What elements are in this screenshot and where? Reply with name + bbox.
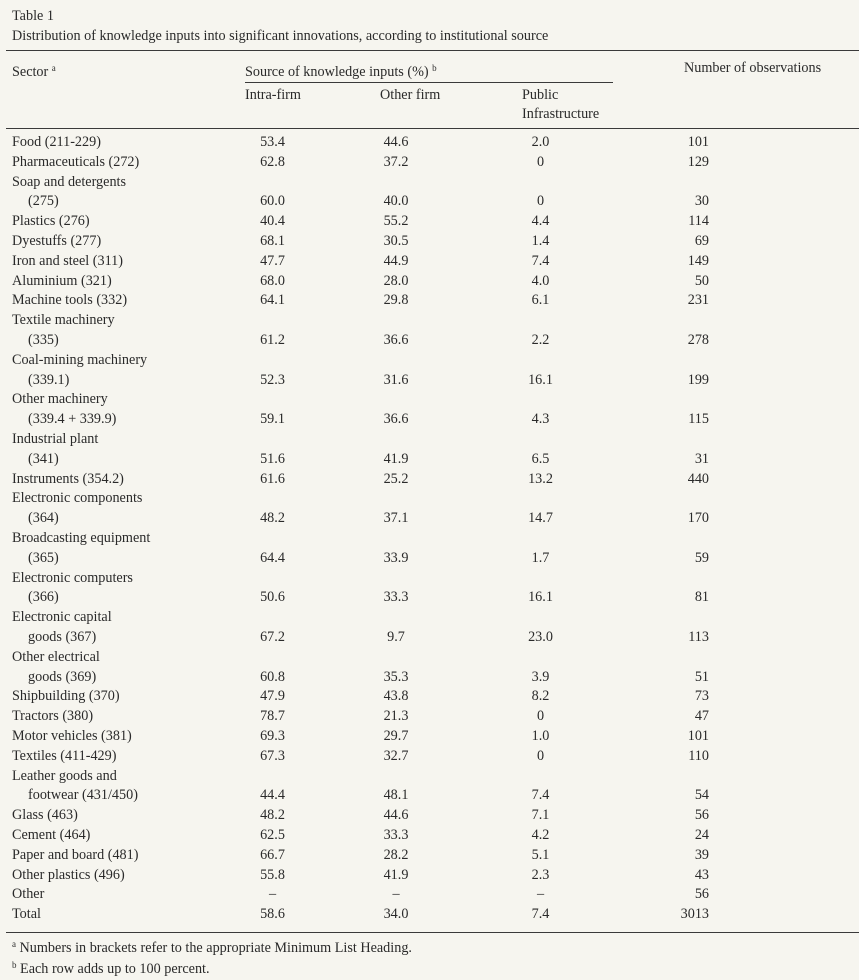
cell-public-infrastructure: 2.0 [531,134,550,150]
cell-sector: Electronic computers [12,569,133,586]
cell-public-infrastructure: 0 [536,153,545,170]
cell-other-firm: 31.6 [383,371,409,388]
cell-observations: 69 [694,233,709,249]
cell-intra-firm: 60.8 [260,668,285,685]
cell-sector: goods (367) [28,629,97,645]
cell-other-firm [366,529,426,549]
cell-other-firm: 25.2 [383,470,409,487]
cell-observations: 199 [687,371,709,388]
cell-intra-firm: 47.9 [260,688,285,705]
cell-intra-firm: 64.1 [260,292,285,309]
cell-sector: Plastics (276) [12,213,90,230]
cell-observations: 115 [688,411,709,428]
cell-other-firm [366,767,426,787]
cell-observations: 101 [687,728,709,744]
cell-intra-firm [243,529,303,549]
cell-observations [649,390,709,410]
cell-other-firm: 41.9 [383,866,409,883]
cell-sector: Leather goods and [12,767,117,784]
cell-sector: (341) [28,450,59,467]
cell-sector: Textiles (411-429) [12,747,117,764]
cell-public-infrastructure: 7.1 [531,807,550,824]
cell-intra-firm: 47.7 [260,252,285,269]
table-label: Table 1 [12,8,54,24]
cell-observations: 31 [694,450,709,467]
cell-observations: 51 [694,668,709,685]
cell-other-firm: 37.1 [383,510,409,527]
cell-observations [649,767,709,787]
cell-public-infrastructure [511,767,571,787]
cell-observations: 73 [694,688,709,705]
header-sector: Sector $^a$ [12,63,56,80]
cell-other-firm [366,648,426,668]
cell-sector: Other plastics (496) [12,866,125,883]
cell-other-firm: 33.9 [383,549,409,566]
cell-sector: Soap and detergents [12,173,126,190]
cell-sector: Machine tools (332) [12,292,128,309]
header-other-firm: Other firm [380,87,441,103]
header-observations: Number of observations [684,60,822,76]
cell-observations: 129 [687,153,709,170]
cell-other-firm [366,390,426,410]
cell-other-firm: 41.9 [383,450,409,467]
cell-observations: 47 [694,708,709,725]
cell-public-infrastructure: 6.5 [531,450,550,467]
cell-intra-firm: 58.6 [260,906,285,923]
cell-intra-firm [243,767,303,787]
cell-public-infrastructure: 7.4 [531,906,550,923]
cell-observations: 43 [694,866,709,883]
cell-sector: Paper and board (481) [12,846,139,863]
cell-sector: Instruments (354.2) [12,470,124,487]
cell-public-infrastructure: 0 [536,747,545,764]
cell-intra-firm: 48.2 [260,807,285,824]
cell-sector: Dyestuffs (277) [12,233,102,249]
bottom-rule [6,932,859,933]
cell-sector: (335) [28,332,59,348]
cell-public-infrastructure: 1.0 [531,728,550,744]
cell-intra-firm: – [268,886,277,903]
cell-public-infrastructure [511,489,571,509]
cell-observations: 231 [687,292,709,309]
cell-other-firm: 9.7 [387,629,405,645]
cell-other-firm [366,430,426,450]
cell-observations: 54 [694,787,709,804]
table-title: Distribution of knowledge inputs into significant innovations, according to institutional source [12,28,549,44]
cell-public-infrastructure [511,608,571,628]
cell-observations: 56 [694,886,709,903]
cell-sector: Motor vehicles (381) [12,728,132,744]
table-caption [12,6,548,46]
cell-sector: Broadcasting equipment [12,530,151,546]
cell-public-infrastructure: 5.1 [531,846,550,863]
cell-intra-firm: 62.8 [260,153,285,170]
cell-public-infrastructure: 14.7 [528,510,553,527]
cell-intra-firm: 53.4 [260,134,285,150]
cell-other-firm: 33.3 [383,827,409,843]
cell-observations: 59 [694,549,709,566]
cell-observations: 3013 [680,906,709,923]
cell-sector: (365) [28,549,59,566]
cell-sector: Pharmaceuticals (272) [12,153,140,170]
cell-other-firm: 29.7 [383,728,409,744]
cell-public-infrastructure [511,311,571,331]
cell-intra-firm: 67.2 [260,629,285,645]
cell-other-firm: 21.3 [383,708,409,725]
cell-public-infrastructure [511,173,571,193]
header-source: Source of knowledge inputs (%) $^b$ [245,63,437,80]
cell-other-firm [366,311,426,331]
cell-other-firm: 30.5 [383,233,409,249]
cell-other-firm [366,173,426,193]
cell-observations [649,648,709,668]
cell-public-infrastructure: 16.1 [528,371,553,388]
cell-other-firm [366,569,426,589]
cell-sector: Shipbuilding (370) [12,688,120,705]
cell-observations [649,608,709,628]
cell-observations [649,489,709,509]
footnote-b: $^b$ Each row adds up to 100 percent. [12,960,210,977]
cell-other-firm: 35.3 [383,668,409,685]
cell-sector: Cement (464) [12,827,91,843]
cell-public-infrastructure: 2.2 [531,332,550,348]
cell-public-infrastructure: 2.3 [531,866,550,883]
cell-intra-firm [243,173,303,193]
cell-public-infrastructure: 4.3 [531,411,550,428]
cell-public-infrastructure: 4.2 [531,827,550,843]
cell-intra-firm [243,390,303,410]
header-intra-firm: Intra-firm [245,87,301,103]
cell-sector: (339.4 + 339.9) [28,411,117,428]
cell-observations [649,430,709,450]
cell-intra-firm: 52.3 [260,371,285,388]
cell-observations: 170 [687,510,709,527]
cell-other-firm: 32.7 [383,747,409,764]
cell-sector: Aluminium (321) [12,272,112,289]
cell-observations: 101 [687,134,709,150]
cell-observations: 56 [694,807,709,824]
cell-public-infrastructure: 7.4 [531,787,550,804]
cell-other-firm [366,489,426,509]
cell-other-firm: 44.9 [383,252,409,269]
header-infrastructure: Infrastructure [522,106,600,122]
cell-intra-firm: 62.5 [260,827,285,843]
cell-intra-firm: 44.4 [260,787,285,804]
cell-sector: (366) [28,589,59,606]
cell-intra-firm [243,351,303,371]
cell-intra-firm: 68.1 [260,233,285,249]
cell-intra-firm: 68.0 [260,272,285,289]
cell-public-infrastructure: – [536,886,545,903]
source-span-rule [245,82,613,83]
footnote-a: $^a$ Numbers in brackets refer to the appropriate Minimum List Heading. [12,939,412,956]
cell-intra-firm: 60.0 [260,193,285,210]
cell-sector: Other machinery [12,391,108,408]
cell-other-firm: 28.2 [383,846,409,863]
cell-sector: Other electrical [12,648,100,665]
cell-observations: 24 [694,827,709,843]
cell-sector: Electronic components [12,490,143,507]
cell-intra-firm: 61.2 [260,332,285,348]
cell-public-infrastructure [511,529,571,549]
cell-intra-firm [243,569,303,589]
cell-sector: footwear (431/450) [28,787,138,804]
cell-other-firm [366,351,426,371]
cell-sector: Food (211-229) [12,134,101,150]
cell-intra-firm [243,648,303,668]
cell-public-infrastructure: 13.2 [528,470,553,487]
cell-public-infrastructure [511,430,571,450]
cell-intra-firm: 40.4 [260,213,285,230]
cell-observations [649,173,709,193]
cell-other-firm: 40.0 [383,193,409,210]
cell-observations: 278 [687,332,709,348]
cell-intra-firm: 51.6 [260,450,285,467]
cell-public-infrastructure: 6.1 [531,292,550,309]
cell-observations: 149 [687,252,709,269]
cell-intra-firm [243,430,303,450]
cell-intra-firm [243,608,303,628]
cell-observations: 110 [688,747,709,764]
cell-sector: Glass (463) [12,807,78,824]
cell-other-firm: 55.2 [383,213,409,230]
cell-observations: 50 [694,272,709,289]
cell-public-infrastructure: 3.9 [531,668,550,685]
cell-other-firm: 34.0 [383,906,409,923]
cell-observations: 39 [694,846,709,863]
cell-sector: (339.1) [28,371,70,388]
cell-other-firm: 33.3 [383,589,409,606]
cell-public-infrastructure: 23.0 [528,629,553,645]
cell-observations: 114 [688,213,709,230]
cell-intra-firm: 50.6 [260,589,285,606]
cell-other-firm: 44.6 [383,807,409,824]
cell-observations [649,351,709,371]
cell-sector: Iron and steel (311) [12,252,123,269]
cell-public-infrastructure: 0 [536,708,545,725]
cell-intra-firm: 48.2 [260,510,285,527]
cell-sector: (275) [28,193,59,210]
cell-sector: Tractors (380) [12,708,94,725]
cell-public-infrastructure [511,351,571,371]
cell-other-firm: 48.1 [383,787,409,804]
cell-other-firm: 37.2 [383,153,409,170]
cell-intra-firm: 55.8 [260,866,285,883]
cell-other-firm: – [392,886,400,903]
cell-sector: Industrial plant [12,431,99,447]
cell-sector: Textile machinery [12,312,115,329]
cell-public-infrastructure: 8.2 [531,688,550,705]
cell-observations: 113 [688,629,709,645]
cell-public-infrastructure: 4.4 [531,213,550,230]
cell-public-infrastructure [511,648,571,668]
cell-intra-firm: 78.7 [260,708,285,725]
cell-intra-firm [243,311,303,331]
cell-observations [649,569,709,589]
cell-other-firm [366,608,426,628]
cell-public-infrastructure [511,569,571,589]
header-rule [6,128,859,129]
cell-sector: Electronic capital [12,609,112,626]
cell-observations [649,311,709,331]
cell-observations [649,529,709,549]
cell-public-infrastructure: 1.4 [531,233,550,249]
cell-sector: goods (369) [28,668,97,685]
cell-intra-firm: 61.6 [260,470,285,487]
cell-public-infrastructure [511,390,571,410]
cell-observations: 440 [687,470,709,487]
cell-sector: Coal-mining machinery [12,351,148,368]
cell-public-infrastructure: 4.0 [531,272,550,289]
cell-public-infrastructure: 0 [536,193,545,210]
cell-intra-firm: 66.7 [260,846,285,863]
cell-other-firm: 28.0 [383,272,409,289]
cell-public-infrastructure: 16.1 [528,589,553,606]
cell-other-firm: 29.8 [383,292,409,309]
cell-observations: 81 [694,589,709,606]
cell-public-infrastructure: 1.7 [531,549,550,566]
cell-sector: Total [12,906,41,923]
cell-other-firm: 36.6 [383,332,409,348]
cell-other-firm: 43.8 [383,688,409,705]
cell-other-firm: 44.6 [383,134,409,150]
top-rule [6,50,859,51]
cell-sector: Other [12,886,45,903]
cell-intra-firm: 69.3 [260,728,285,744]
cell-intra-firm: 67.3 [260,747,285,764]
cell-intra-firm [243,489,303,509]
cell-public-infrastructure: 7.4 [531,252,550,269]
cell-intra-firm: 59.1 [260,411,285,428]
header-public: Public [522,87,559,103]
cell-other-firm: 36.6 [383,411,409,428]
cell-sector: (364) [28,510,59,527]
cell-observations: 30 [694,193,709,210]
cell-intra-firm: 64.4 [260,549,285,566]
